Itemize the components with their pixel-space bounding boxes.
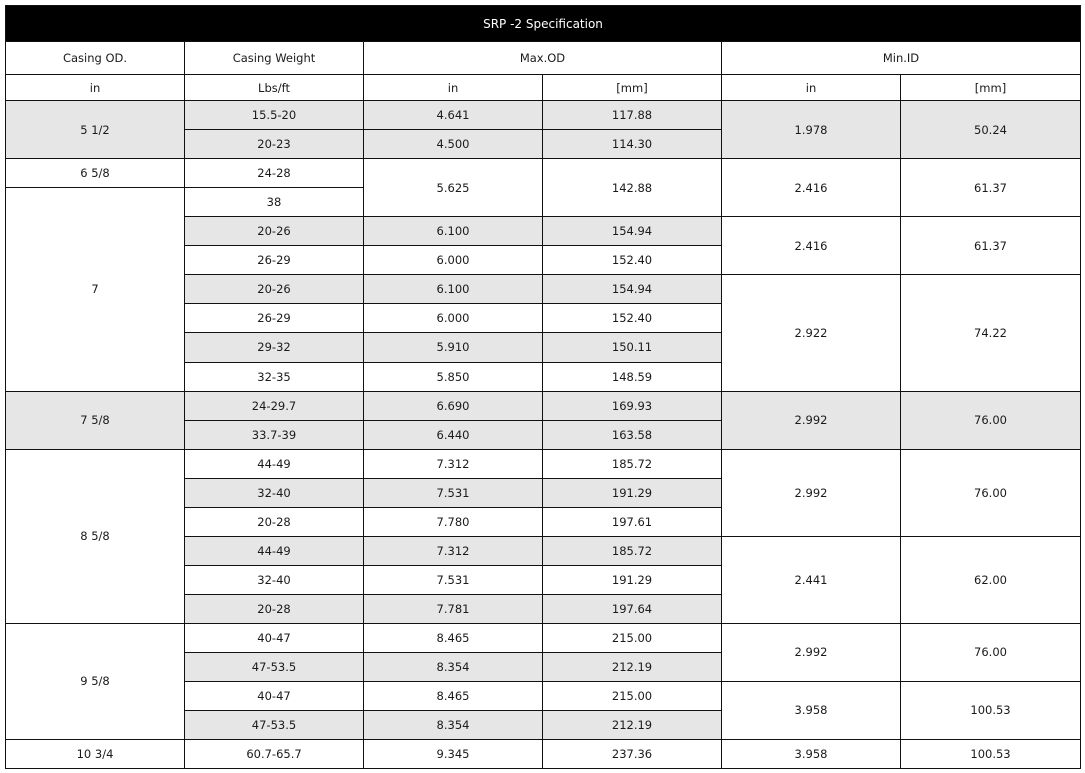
weight-cell: 32-35 (185, 362, 364, 391)
weight-cell: 40-47 (185, 623, 364, 652)
max-od-in-cell: 5.625 (364, 159, 543, 217)
weight-cell: 24-28 (185, 159, 364, 188)
casing-od-cell: 6 5/8 (6, 159, 185, 188)
unit-min-id-in: in (722, 75, 901, 101)
weight-cell: 29-32 (185, 333, 364, 362)
max-od-mm-cell: 150.11 (543, 333, 722, 362)
max-od-in-cell: 6.000 (364, 304, 543, 333)
weight-cell: 26-29 (185, 246, 364, 275)
unit-row (6, 75, 1081, 101)
min-id-mm-cell: 76.00 (901, 449, 1081, 536)
max-od-mm-cell: 215.00 (543, 623, 722, 652)
unit-max-od-in: in (364, 75, 543, 101)
max-od-in-cell: 7.312 (364, 449, 543, 478)
min-id-mm-cell: 62.00 (901, 536, 1081, 623)
max-od-mm-cell: 197.64 (543, 594, 722, 623)
min-id-mm-cell: 100.53 (901, 681, 1081, 739)
max-od-in-cell: 6.100 (364, 217, 543, 246)
casing-od-cell: 7 5/8 (6, 391, 185, 449)
casing-od-cell: 5 1/2 (6, 101, 185, 159)
max-od-in-cell: 5.910 (364, 333, 543, 362)
min-id-in-cell: 2.416 (722, 217, 901, 275)
max-od-in-cell: 6.440 (364, 420, 543, 449)
max-od-in-cell: 8.465 (364, 623, 543, 652)
max-od-mm-cell: 142.88 (543, 159, 722, 217)
max-od-in-cell: 6.100 (364, 275, 543, 304)
min-id-in-cell: 3.958 (722, 739, 901, 768)
max-od-mm-cell: 191.29 (543, 565, 722, 594)
min-id-in-cell: 3.958 (722, 681, 901, 739)
min-id-in-cell: 2.992 (722, 623, 901, 681)
table-row (6, 159, 1081, 188)
header-casing-weight: Casing Weight (185, 42, 364, 75)
max-od-in-cell: 7.531 (364, 478, 543, 507)
min-id-mm-cell: 61.37 (901, 159, 1081, 217)
min-id-in-cell: 1.978 (722, 101, 901, 159)
min-id-in-cell: 2.416 (722, 159, 901, 217)
weight-cell: 60.7-65.7 (185, 739, 364, 768)
max-od-mm-cell: 191.29 (543, 478, 722, 507)
min-id-in-cell: 2.441 (722, 536, 901, 623)
max-od-in-cell: 7.531 (364, 565, 543, 594)
header-casing-od: Casing OD. (6, 42, 185, 75)
unit-min-id-mm: [mm] (901, 75, 1081, 101)
min-id-mm-cell: 74.22 (901, 275, 1081, 391)
casing-od-cell: 10 3/4 (6, 739, 185, 768)
casing-od-cell: 8 5/8 (6, 449, 185, 623)
table-row (6, 101, 1081, 130)
weight-cell: 26-29 (185, 304, 364, 333)
max-od-mm-cell: 237.36 (543, 739, 722, 768)
min-id-mm-cell: 61.37 (901, 217, 1081, 275)
weight-cell: 24-29.7 (185, 391, 364, 420)
max-od-mm-cell: 152.40 (543, 246, 722, 275)
max-od-mm-cell: 152.40 (543, 304, 722, 333)
max-od-in-cell: 4.500 (364, 130, 543, 159)
max-od-in-cell: 8.465 (364, 681, 543, 710)
weight-cell: 33.7-39 (185, 420, 364, 449)
table-row (6, 623, 1081, 652)
weight-cell: 44-49 (185, 536, 364, 565)
weight-cell: 47-53.5 (185, 652, 364, 681)
table-row (6, 739, 1081, 768)
min-id-mm-cell: 76.00 (901, 391, 1081, 449)
weight-cell: 15.5-20 (185, 101, 364, 130)
weight-cell: 20-26 (185, 275, 364, 304)
max-od-mm-cell: 212.19 (543, 710, 722, 739)
weight-cell: 20-23 (185, 130, 364, 159)
weight-cell: 47-53.5 (185, 710, 364, 739)
weight-cell: 20-28 (185, 507, 364, 536)
unit-casing-od: in (6, 75, 185, 101)
max-od-mm-cell: 185.72 (543, 449, 722, 478)
max-od-mm-cell: 148.59 (543, 362, 722, 391)
max-od-in-cell: 7.781 (364, 594, 543, 623)
weight-cell: 32-40 (185, 565, 364, 594)
max-od-mm-cell: 212.19 (543, 652, 722, 681)
max-od-mm-cell: 117.88 (543, 101, 722, 130)
max-od-in-cell: 8.354 (364, 652, 543, 681)
specification-table (5, 5, 1081, 769)
min-id-mm-cell: 100.53 (901, 739, 1081, 768)
casing-od-cell: 7 (6, 188, 185, 391)
min-id-in-cell: 2.992 (722, 449, 901, 536)
header-max-od: Max.OD (364, 42, 722, 75)
max-od-in-cell: 8.354 (364, 710, 543, 739)
unit-max-od-mm: [mm] (543, 75, 722, 101)
weight-cell: 20-26 (185, 217, 364, 246)
max-od-mm-cell: 154.94 (543, 217, 722, 246)
weight-cell: 20-28 (185, 594, 364, 623)
weight-cell: 32-40 (185, 478, 364, 507)
max-od-in-cell: 5.850 (364, 362, 543, 391)
max-od-mm-cell: 154.94 (543, 275, 722, 304)
table-title: SRP -2 Specification (6, 6, 1081, 42)
max-od-mm-cell: 197.61 (543, 507, 722, 536)
weight-cell: 38 (185, 188, 364, 217)
max-od-in-cell: 7.312 (364, 536, 543, 565)
max-od-in-cell: 6.690 (364, 391, 543, 420)
table-row (6, 449, 1081, 478)
min-id-in-cell: 2.992 (722, 391, 901, 449)
min-id-mm-cell: 50.24 (901, 101, 1081, 159)
title-row (6, 6, 1081, 42)
max-od-in-cell: 6.000 (364, 246, 543, 275)
max-od-in-cell: 4.641 (364, 101, 543, 130)
max-od-in-cell: 9.345 (364, 739, 543, 768)
header-min-id: Min.ID (722, 42, 1081, 75)
min-id-in-cell: 2.922 (722, 275, 901, 391)
max-od-mm-cell: 215.00 (543, 681, 722, 710)
table-row (6, 391, 1081, 420)
weight-cell: 40-47 (185, 681, 364, 710)
unit-casing-weight: Lbs/ft (185, 75, 364, 101)
max-od-in-cell: 7.780 (364, 507, 543, 536)
weight-cell: 44-49 (185, 449, 364, 478)
min-id-mm-cell: 76.00 (901, 623, 1081, 681)
max-od-mm-cell: 163.58 (543, 420, 722, 449)
max-od-mm-cell: 114.30 (543, 130, 722, 159)
max-od-mm-cell: 185.72 (543, 536, 722, 565)
casing-od-cell: 9 5/8 (6, 623, 185, 739)
max-od-mm-cell: 169.93 (543, 391, 722, 420)
header-row (6, 42, 1081, 75)
